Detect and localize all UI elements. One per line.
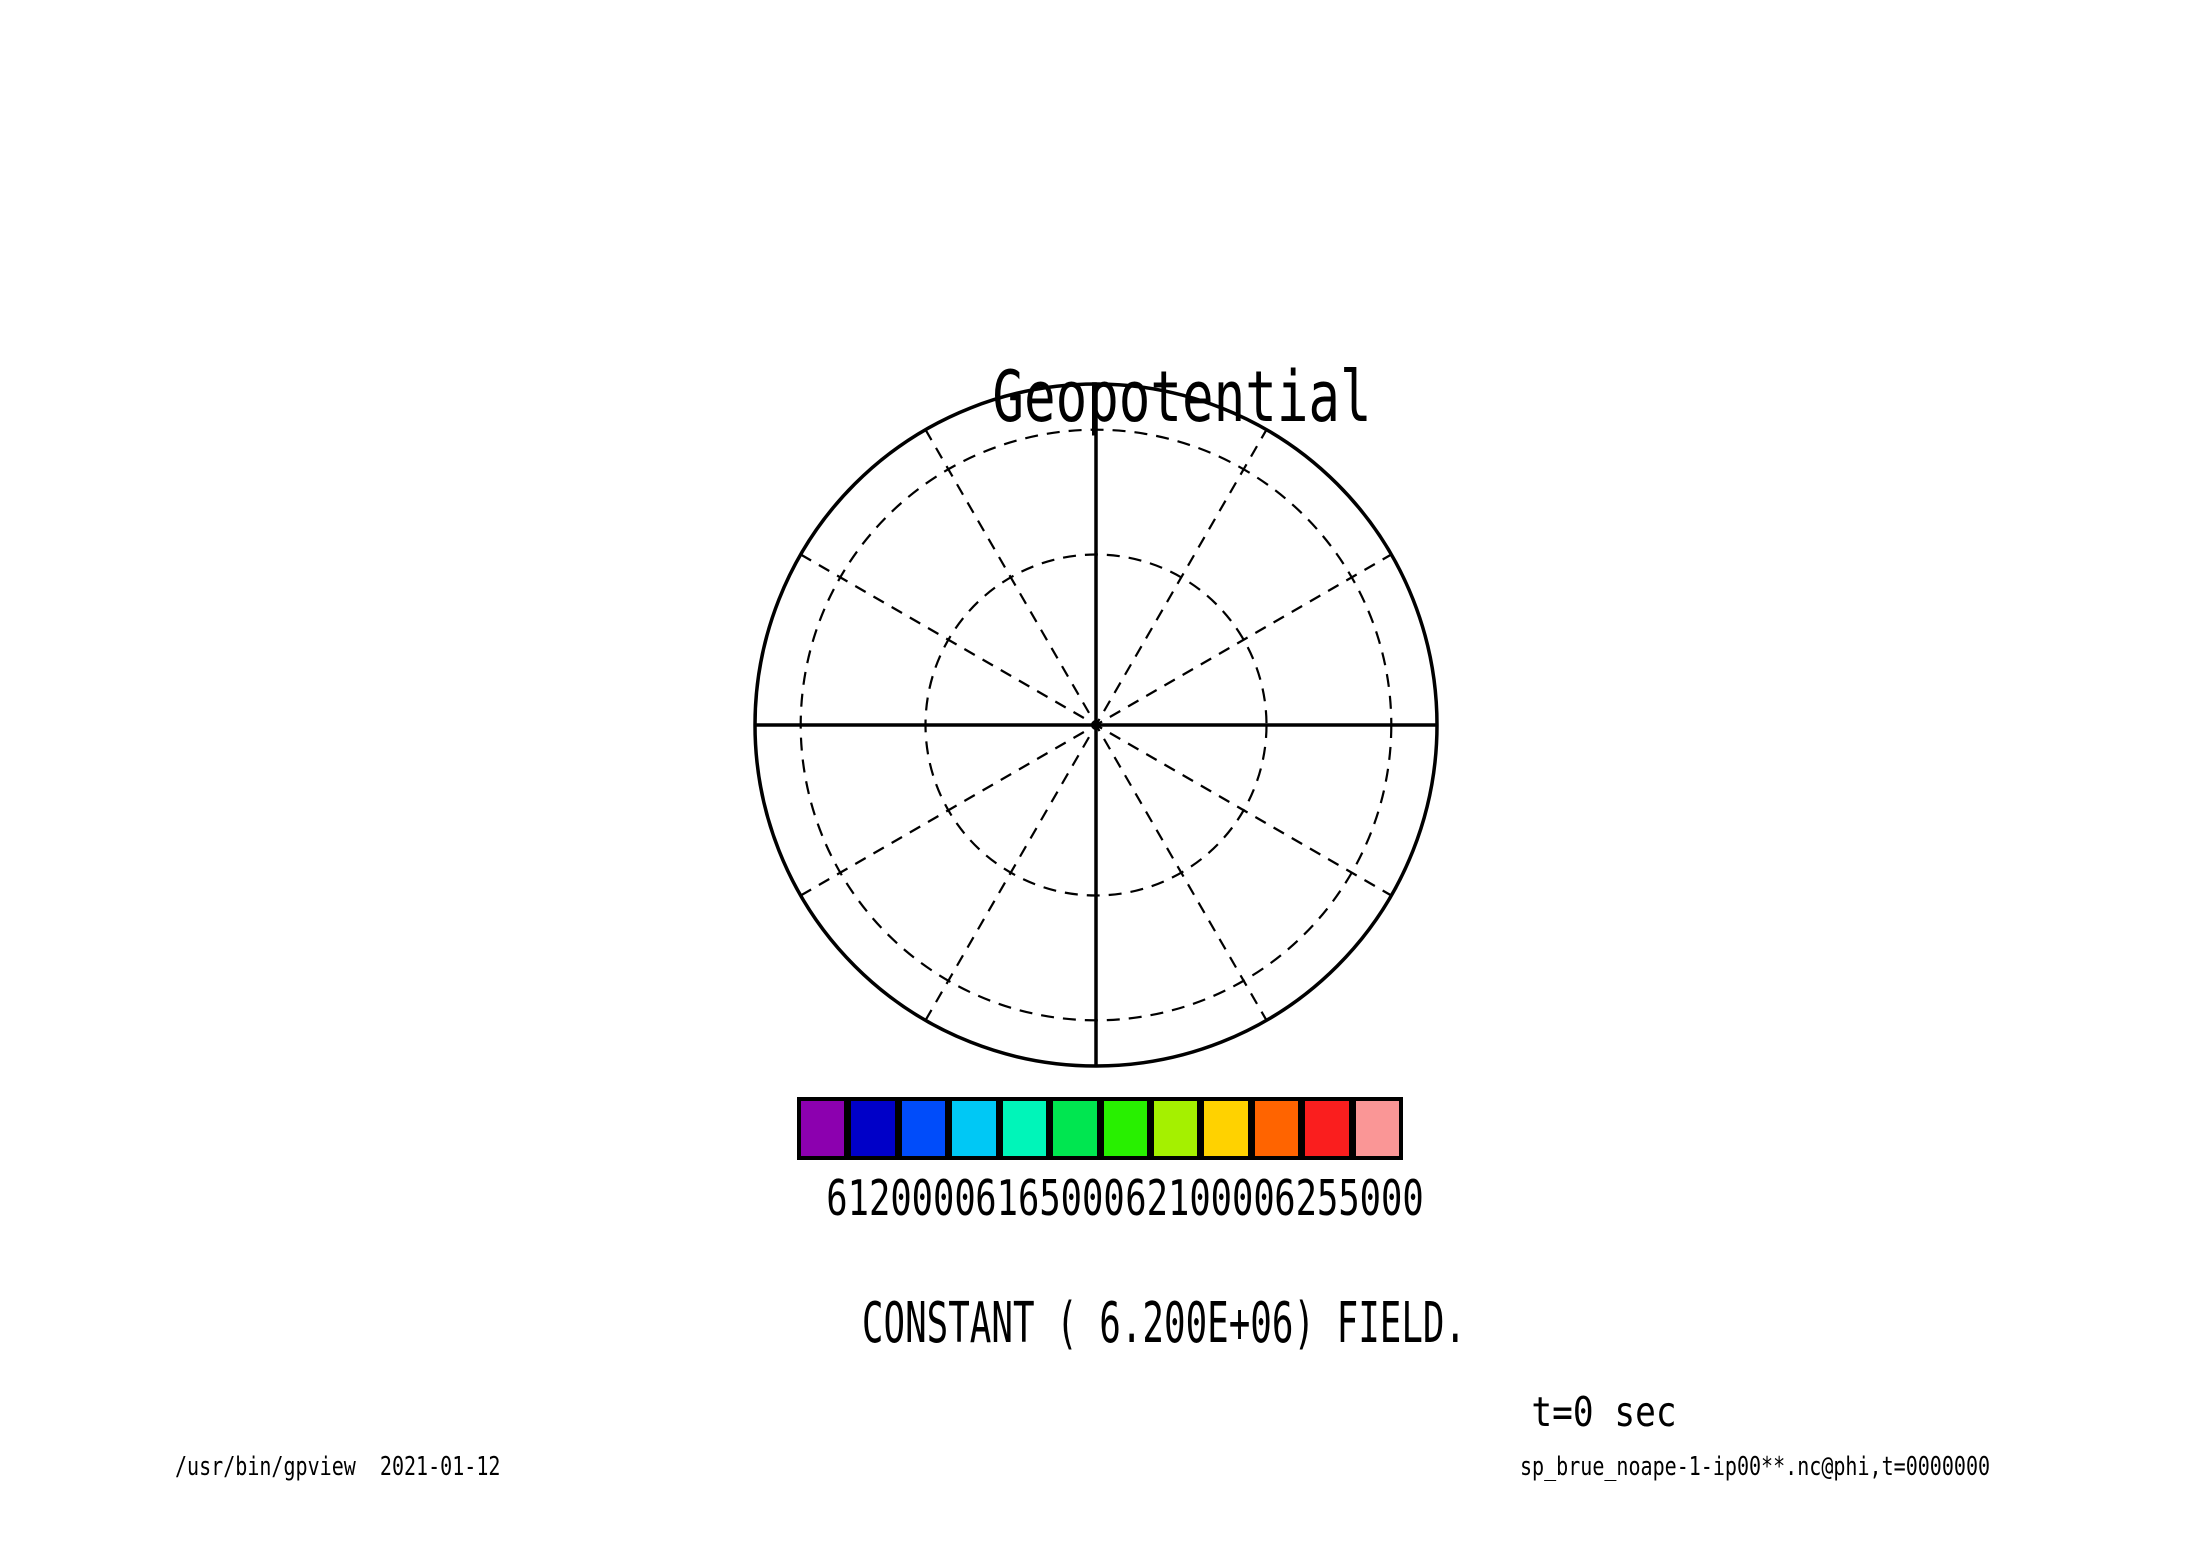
colorbar-tick-text: 6165000 — [975, 1170, 1125, 1227]
constant-field-text: CONSTANT ( 6.200E+06) FIELD. — [862, 1291, 1467, 1356]
colorbar — [797, 1097, 1403, 1160]
time-label — [1531, 1351, 1777, 1436]
colorbar-cell-1 — [801, 1101, 844, 1156]
colorbar-cell-3 — [902, 1101, 945, 1156]
colorbar-cell-6 — [1053, 1101, 1096, 1156]
colorbar-cell-11 — [1305, 1101, 1348, 1156]
page-title-text: Geopotential — [992, 356, 1372, 438]
colorbar-tick-text: 6120000 — [825, 1170, 976, 1227]
colorbar-cell-5 — [1003, 1101, 1046, 1156]
colorbar-cell-10 — [1255, 1101, 1298, 1156]
colorbar-cell-8 — [1154, 1101, 1197, 1156]
footer-datafile-label: sp_brue_noape-1-ip00**.nc@phi,t=0000000 — [1520, 1452, 1991, 1482]
colorbar-ticks — [0, 1170, 2188, 1227]
colorbar-tick-text: 6255000 — [1274, 1170, 1424, 1227]
colorbar-tick-text: 6210000 — [1124, 1170, 1275, 1227]
polar-plot — [741, 370, 1451, 1080]
colorbar-cell-4 — [952, 1101, 995, 1156]
footer-command-and-date: /usr/bin/gpview 2021-01-12 — [175, 1452, 501, 1482]
colorbar-cell-2 — [851, 1101, 894, 1156]
constant-field-label — [862, 1240, 2108, 1356]
colorbar-cell-7 — [1104, 1101, 1147, 1156]
time-text: t=0 sec — [1531, 1388, 1677, 1436]
colorbar-cell-9 — [1204, 1101, 1247, 1156]
colorbar-tick-label-4 — [1274, 1170, 1556, 1227]
colorbar-cell-12 — [1356, 1101, 1399, 1156]
